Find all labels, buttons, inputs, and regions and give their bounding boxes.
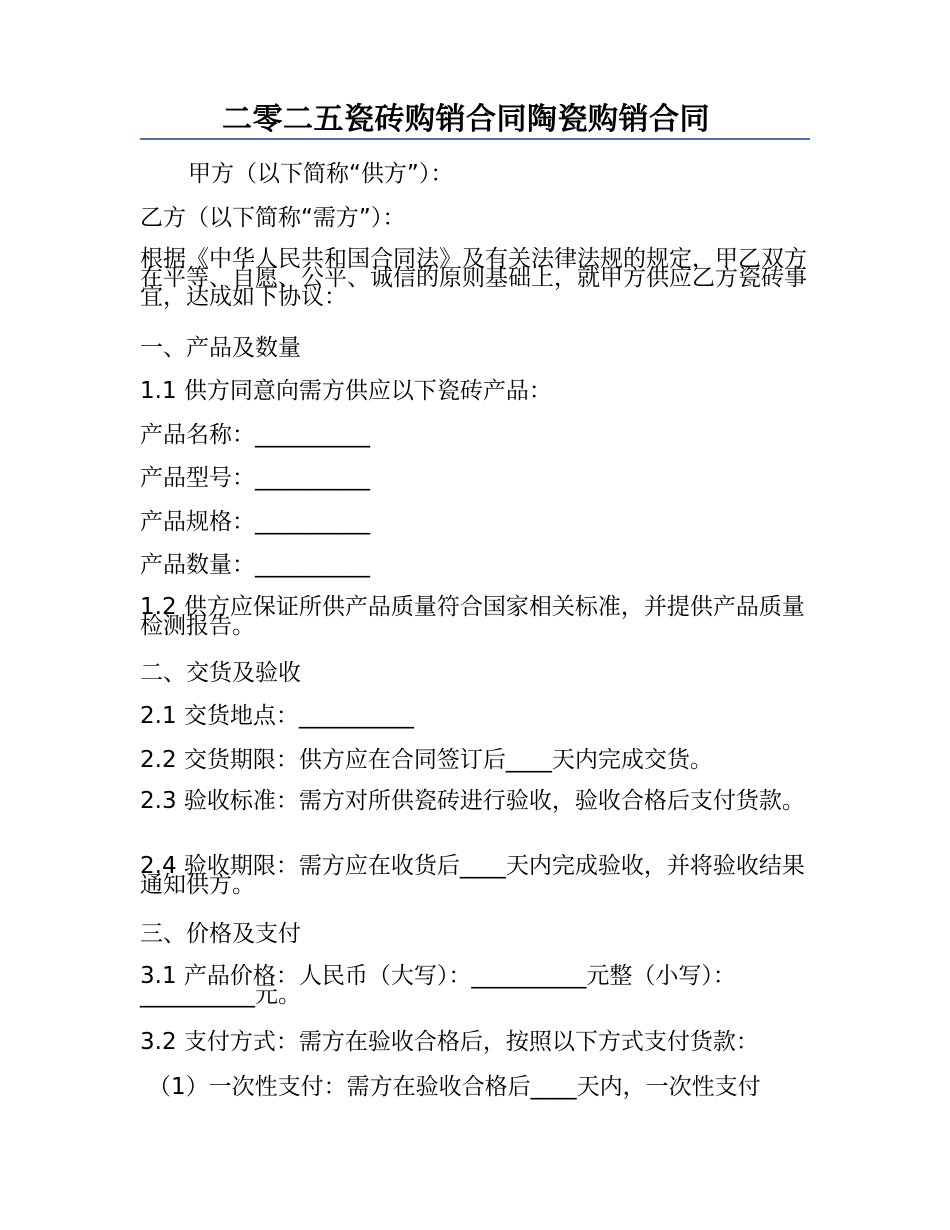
product-spec-field: 产品规格：__________ (140, 509, 370, 535)
clause-2-3: 2.3 验收标准：需方对所供瓷砖进行验收，验收合格后支付货款。 (140, 788, 805, 814)
preamble-paragraph: 根据《中华人民共和国合同法》及有关法律法规的规定，甲乙双方在平等、自愿、公平、诚信的原则基础上，就甲方供应乙方瓷砖事宜，达成如下协议： (140, 246, 807, 310)
section-heading-products: 一、产品及数量 (140, 335, 301, 361)
product-quantity-field: 产品数量：__________ (140, 552, 370, 578)
clause-3-1: 3.1 产品价格：人民币（大写）：__________元整（小写）：__________元。 (140, 963, 736, 1008)
section-heading-price: 三、价格及支付 (140, 921, 301, 947)
document-title-block (140, 100, 810, 140)
clause-3-2-option-1: （1）一次性支付：需方在验收合格后____天内，一次性支付 (148, 1074, 761, 1100)
clause-2-4: 2.4 验收期限：需方应在收货后____天内完成验收，并将验收结果通知供方。 (140, 853, 805, 898)
product-name-field: 产品名称：__________ (140, 422, 370, 448)
document-title: 二零二五瓷砖购销合同陶瓷购销合同 (222, 102, 710, 137)
party-a-line: 甲方（以下简称“供方”）： (188, 161, 454, 187)
clause-1-1: 1.1 供方同意向需方供应以下瓷砖产品： (140, 378, 552, 404)
clause-2-1: 2.1 交货地点：__________ (140, 703, 414, 729)
clause-2-2: 2.2 交货期限：供方应在合同签订后____天内完成交货。 (140, 747, 713, 773)
product-model-field: 产品型号：__________ (140, 465, 370, 491)
party-b-line: 乙方（以下简称“需方”）： (140, 205, 406, 231)
clause-3-2: 3.2 支付方式：需方在验收合格后，按照以下方式支付货款： (140, 1029, 759, 1055)
section-heading-delivery: 二、交货及验收 (140, 660, 301, 686)
clause-1-2: 1.2 供方应保证所供产品质量符合国家相关标准，并提供产品质量检测报告。 (140, 594, 805, 639)
